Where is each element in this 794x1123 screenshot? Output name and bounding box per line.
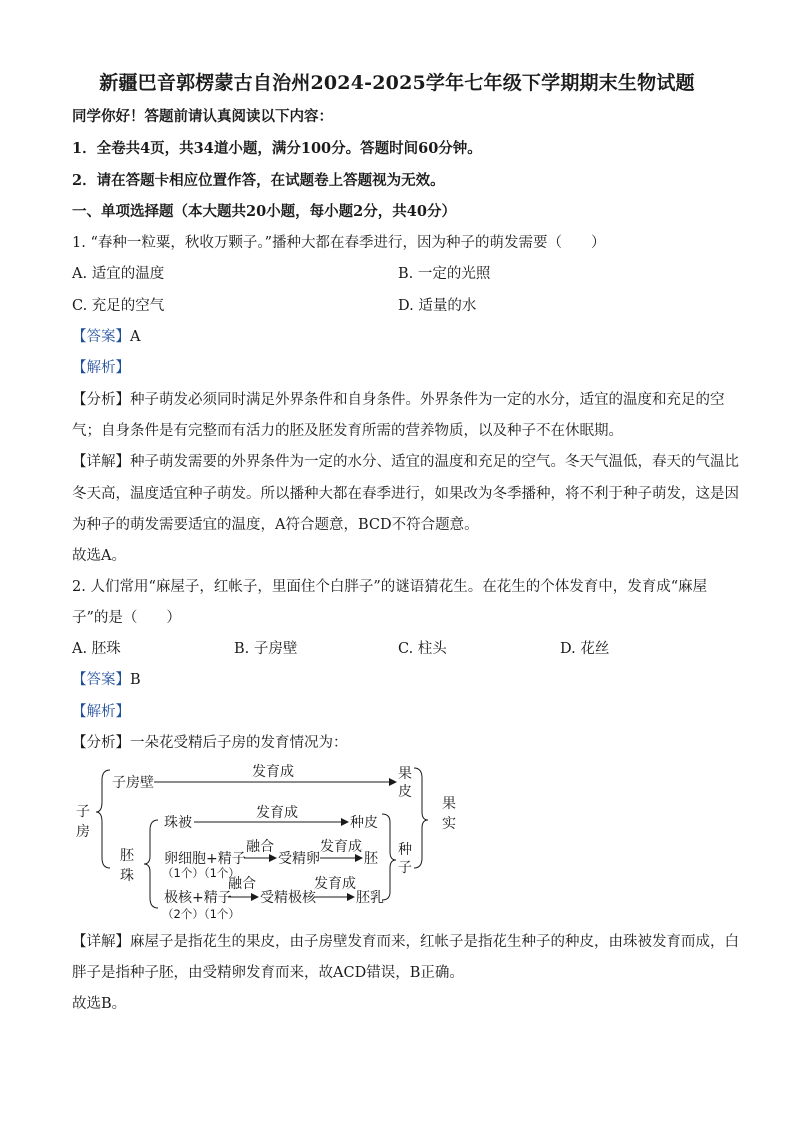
intro-rule-2: 2．请在答题卡相应位置作答，在试题卷上答题视为无效。: [72, 172, 445, 189]
label-jihe: 极核+精子: [164, 890, 232, 906]
label-ronghe-2: 融合: [228, 876, 256, 892]
seed-brace: [382, 814, 396, 900]
page-title: 新疆巴音郭楞蒙古自治州2024-2025学年七年级下学期期末生物试题: [99, 72, 695, 94]
section-heading: 一、单项选择题（本大题共20小题，每小题2分，共40分）: [72, 203, 456, 220]
label-zhongzi-2: 子: [398, 860, 412, 876]
label-shoujingluan: 受精卵: [278, 851, 320, 867]
q2-fenxi-text: 一朵花受精后子房的发育情况为：: [130, 735, 348, 751]
label-zifang-2: 房: [76, 824, 90, 840]
q1-option-b: B. 一定的光照: [398, 266, 491, 282]
q2-conclusion: 故选B。: [72, 996, 127, 1012]
label-peiru: 胚乳: [356, 890, 384, 906]
label-zifang-1: 子: [76, 804, 90, 820]
ovary-brace: [96, 770, 110, 868]
q2-option-b: B. 子房壁: [234, 641, 298, 657]
label-guoshi-2: 实: [442, 816, 456, 832]
q2-option-c: C. 柱头: [398, 641, 447, 657]
q1-answer-tag: 【答案】: [72, 329, 130, 345]
label-peizhu-2: 珠: [120, 868, 134, 884]
q1-fenxi-tag: 【分析】: [72, 392, 130, 408]
q1-fenxi-text-1: 种子萌发必须同时满足外界条件和自身条件。外界条件为一定的水分，适宜的温度和充足的空: [130, 392, 725, 408]
q1-fenxi-line-1: [72, 390, 725, 410]
q2-xiangjie-tag: 【详解】: [72, 934, 130, 950]
label-fayucheng-4: 发育成: [314, 876, 356, 892]
q1-option-c: C. 充足的空气: [72, 298, 165, 314]
q2-answer-value: B: [130, 672, 141, 688]
label-pei: 胚: [364, 851, 378, 867]
q2-option-a: A. 胚珠: [72, 641, 121, 657]
q1-fenxi-line-2: 气；自身条件是有完整而有活力的胚及胚发育所需的营养物质，以及种子不在休眠期。: [72, 423, 623, 439]
q1-stem: 1. “春种一粒粟，秋收万颗子。”播种大都在春季进行，因为种子的萌发需要（ ）: [72, 235, 606, 251]
label-guoshi-1: 果: [442, 796, 456, 812]
label-zhongzi-1: 种: [398, 842, 412, 858]
fruit-brace: [414, 768, 428, 868]
q1-xiangjie-line-2: 冬天高，温度适宜种子萌发。所以播种大都在春季进行，如果改为冬季播种，将不利于种子萌发，这是因: [72, 486, 739, 502]
label-zhongpi: 种皮: [350, 815, 378, 831]
q2-answer-tag: 【答案】: [72, 672, 130, 688]
q2-analysis-tag: 【解析】: [72, 704, 130, 720]
q1-answer-value: A: [130, 329, 141, 345]
q1-option-a: A. 适宜的温度: [72, 266, 165, 282]
q1-xiangjie-line-1: [72, 452, 739, 472]
q1-xiangjie-tag: 【详解】: [72, 454, 130, 470]
intro-rule-1: 1．全卷共4页，共34道小题，满分100分。答题时间60分钟。: [72, 140, 482, 157]
intro-greeting: 同学你好！答题前请认真阅读以下内容：: [72, 108, 333, 125]
label-shoujingjihe: 受精极核: [260, 890, 316, 906]
label-ronghe-1: 融合: [246, 839, 274, 855]
q2-option-d: D. 花丝: [560, 641, 610, 657]
label-fayucheng-2: 发育成: [256, 805, 298, 821]
label-count-row-1: （1个）（1个）: [162, 866, 240, 880]
ovary-development-diagram: [68, 760, 468, 925]
label-fayucheng-1: 发育成: [252, 764, 294, 780]
label-guopi-2: 皮: [398, 784, 412, 800]
q1-option-d: D. 适量的水: [398, 298, 477, 314]
q2-fenxi-line: [72, 733, 348, 753]
ovule-brace: [144, 820, 158, 908]
label-count-row-2: （2个）（1个）: [162, 907, 240, 921]
q1-answer: [72, 327, 140, 347]
q2-xiangjie-line-1: [72, 932, 739, 952]
q2-xiangjie-line-2: 胖子是指种子胚，由受精卵发育而来，故ACD错误，B正确。: [72, 965, 464, 981]
label-guopi-1: 果: [398, 766, 412, 782]
q1-xiangjie-text-1: 种子萌发需要的外界条件为一定的水分、适宜的温度和充足的空气。冬天气温低，春天的气温比: [130, 454, 739, 470]
q2-stem-line-1: 2. 人们常用“麻屋子，红帐子，里面住个白胖子”的谜语猜花生。在花生的个体发育中，发育成“麻屋: [72, 579, 708, 595]
label-zifangbi: 子房壁: [112, 775, 154, 791]
q2-fenxi-tag: 【分析】: [72, 735, 130, 751]
label-peizhu-1: 胚: [120, 848, 134, 864]
q1-xiangjie-line-3: 为种子的萌发需要适宜的温度，A符合题意，BCD不符合题意。: [72, 517, 479, 533]
label-luanxibao: 卵细胞+精子: [164, 851, 246, 867]
q2-xiangjie-text-1: 麻屋子是指花生的果皮，由子房壁发育而来，红帐子是指花生种子的种皮，由珠被发育而成，白: [130, 934, 739, 950]
label-fayucheng-3: 发育成: [320, 839, 362, 855]
q2-answer: [72, 670, 141, 690]
q2-stem-line-2: 子”的是（ ）: [72, 610, 181, 626]
q1-analysis-tag: 【解析】: [72, 360, 130, 376]
label-zhubei: 珠被: [164, 815, 192, 831]
q1-conclusion: 故选A。: [72, 548, 126, 564]
